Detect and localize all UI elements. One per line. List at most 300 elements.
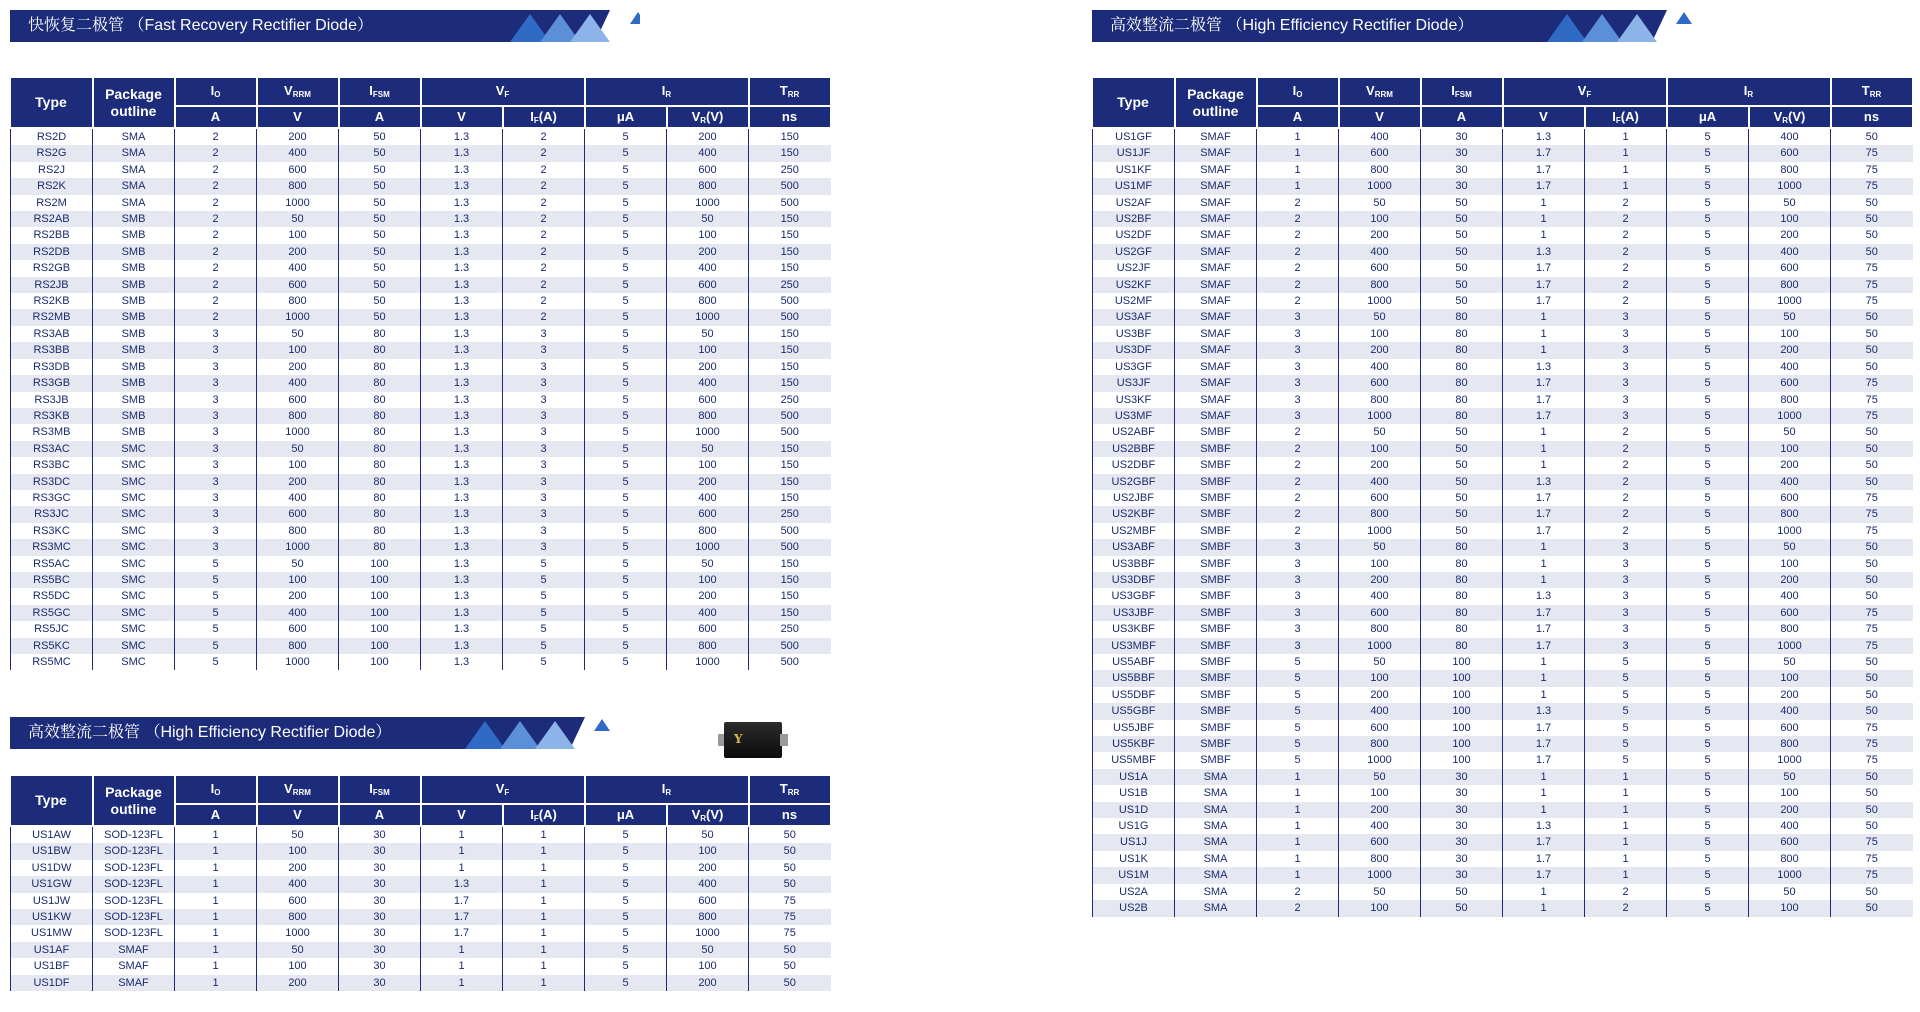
cell-vr: 400 (1749, 244, 1831, 260)
cell-package: SMBF (1175, 638, 1257, 654)
cell-ifsm: 50 (339, 145, 421, 161)
cell-ifsm: 100 (339, 621, 421, 637)
cell-vr: 50 (1749, 195, 1831, 211)
cell-vf: 1.3 (1503, 588, 1585, 604)
cell-ifsm: 50 (1421, 195, 1503, 211)
unit-u_vrrm-label: V (293, 108, 302, 124)
cell-trr: 150 (749, 375, 831, 391)
cell-if: 5 (503, 572, 585, 588)
cell-ifsm: 80 (339, 539, 421, 555)
unit-u_vf (421, 804, 503, 826)
cell-trr: 500 (749, 523, 831, 539)
cell-vrrm: 1000 (1339, 638, 1421, 654)
cell-vf: 1.7 (1503, 408, 1585, 424)
cell-vr: 600 (667, 277, 749, 293)
header-vf (421, 78, 585, 106)
cell-package: SMA (1175, 851, 1257, 867)
cell-if: 3 (1585, 309, 1667, 325)
cell-if: 2 (1585, 277, 1667, 293)
cell-vrrm: 200 (257, 588, 339, 604)
cell-ir: 5 (1667, 588, 1749, 604)
cell-if: 5 (1585, 720, 1667, 736)
cell-vf: 1.7 (421, 909, 503, 925)
cell-vf: 1.7 (1503, 523, 1585, 539)
cell-part-number: RS3JB (11, 392, 93, 408)
cell-ifsm: 50 (1421, 884, 1503, 900)
unit-u_io (175, 804, 257, 826)
cell-ifsm: 80 (339, 506, 421, 522)
cell-vrrm: 100 (1339, 556, 1421, 572)
cell-ifsm: 100 (1421, 752, 1503, 768)
cell-part-number: US1KW (11, 909, 93, 925)
cell-io: 1 (1257, 145, 1339, 161)
cell-vrrm: 400 (257, 490, 339, 506)
cell-package: SMA (1175, 785, 1257, 801)
cell-io: 3 (175, 457, 257, 473)
cell-vf: 1.7 (421, 925, 503, 941)
cell-package: SMBF (1175, 441, 1257, 457)
cell-vf: 1 (1503, 539, 1585, 555)
cell-vrrm: 100 (1339, 900, 1421, 916)
cell-if: 2 (1585, 457, 1667, 473)
cell-ifsm: 50 (339, 260, 421, 276)
cell-vf: 1.3 (421, 621, 503, 637)
cell-part-number: RS2DB (11, 244, 93, 260)
cell-ifsm: 50 (1421, 441, 1503, 457)
cell-ir: 5 (1667, 884, 1749, 900)
cell-if: 2 (503, 227, 585, 243)
table-row (11, 178, 831, 194)
cell-trr: 500 (749, 654, 831, 670)
table-body (11, 128, 831, 670)
cell-io: 1 (175, 826, 257, 843)
cell-vr: 50 (1749, 769, 1831, 785)
unit-u_vr-subscript: R (700, 115, 707, 125)
cell-package: SMA (93, 145, 175, 161)
cell-if: 1 (1585, 785, 1667, 801)
cell-if: 1 (503, 826, 585, 843)
cell-vrrm: 600 (257, 893, 339, 909)
cell-ir: 5 (1667, 309, 1749, 325)
cell-io: 3 (175, 490, 257, 506)
cell-vf: 1 (1503, 670, 1585, 686)
cell-vf: 1.3 (421, 474, 503, 490)
cell-vr: 600 (1749, 490, 1831, 506)
unit-u_trr (749, 106, 831, 128)
cell-trr: 50 (749, 958, 831, 974)
cell-vr: 800 (667, 909, 749, 925)
cell-vf: 1.3 (1503, 244, 1585, 260)
cell-vr: 1000 (667, 654, 749, 670)
cell-vrrm: 100 (1339, 211, 1421, 227)
unit-u_ifsm (339, 106, 421, 128)
cell-ir: 5 (1667, 670, 1749, 686)
cell-package: SMAF (1175, 342, 1257, 358)
cell-if: 1 (503, 958, 585, 974)
table-row (1093, 523, 1913, 539)
cell-trr: 50 (1831, 244, 1913, 260)
header-io-symbol: I (210, 83, 215, 99)
header-type (11, 78, 93, 128)
cell-vf: 1 (1503, 687, 1585, 703)
table-row (11, 654, 831, 670)
cell-package: SMA (93, 195, 175, 211)
cell-trr: 75 (1831, 277, 1913, 293)
cell-part-number: US3GBF (1093, 588, 1175, 604)
cell-trr: 500 (749, 408, 831, 424)
cell-trr: 50 (749, 826, 831, 843)
cell-ir: 5 (1667, 227, 1749, 243)
cell-ifsm: 30 (339, 860, 421, 876)
cell-part-number: US1AW (11, 826, 93, 843)
cell-ir: 5 (585, 474, 667, 490)
cell-ifsm: 80 (1421, 309, 1503, 325)
cell-part-number: RS2AB (11, 211, 93, 227)
cell-vf: 1.3 (421, 128, 503, 145)
cell-part-number: US2AF (1093, 195, 1175, 211)
header-ifsm-symbol: I (1451, 83, 1455, 99)
cell-io: 2 (1257, 900, 1339, 916)
cell-package: SMAF (1175, 277, 1257, 293)
cell-ifsm: 80 (339, 359, 421, 375)
cell-if: 1 (503, 942, 585, 958)
cell-ir: 5 (1667, 178, 1749, 194)
cell-part-number: US1JF (1093, 145, 1175, 161)
table-row (1093, 506, 1913, 522)
cell-part-number: US2B (1093, 900, 1175, 916)
cell-if: 1 (1585, 818, 1667, 834)
cell-vrrm: 800 (257, 523, 339, 539)
cell-package: SMA (93, 162, 175, 178)
cell-vf: 1 (1503, 900, 1585, 916)
table-row (1093, 392, 1913, 408)
table-row (11, 309, 831, 325)
cell-vf: 1.7 (1503, 277, 1585, 293)
cell-ir: 5 (585, 826, 667, 843)
cell-if: 2 (1585, 211, 1667, 227)
cell-io: 2 (175, 128, 257, 145)
cell-ifsm: 100 (339, 556, 421, 572)
cell-package: SMC (93, 523, 175, 539)
cell-vr: 1000 (667, 424, 749, 440)
unit-u_ifsm-label: A (374, 806, 385, 822)
cell-vr: 800 (667, 523, 749, 539)
cell-vf: 1 (1503, 572, 1585, 588)
cell-ifsm: 50 (1421, 260, 1503, 276)
unit-u_vr (1749, 106, 1831, 128)
cell-ir: 5 (585, 942, 667, 958)
unit-u_vr-label: V (691, 108, 701, 124)
cell-ir: 5 (585, 638, 667, 654)
cell-ir: 5 (1667, 342, 1749, 358)
cell-io: 3 (1257, 359, 1339, 375)
cell-ifsm: 50 (339, 277, 421, 293)
cell-vr: 100 (1749, 785, 1831, 801)
cell-ifsm: 50 (339, 293, 421, 309)
cell-trr: 50 (1831, 884, 1913, 900)
cell-vr: 1000 (1749, 523, 1831, 539)
cell-ifsm: 100 (339, 572, 421, 588)
cell-vrrm: 100 (257, 342, 339, 358)
cell-vr: 800 (1749, 277, 1831, 293)
header-type-label: Type (35, 94, 67, 111)
table-row (11, 441, 831, 457)
cell-ir: 5 (1667, 556, 1749, 572)
cell-vrrm: 200 (257, 359, 339, 375)
cell-ifsm: 80 (339, 441, 421, 457)
cell-ifsm: 30 (1421, 818, 1503, 834)
cell-vr: 1000 (667, 195, 749, 211)
table-row (1093, 687, 1913, 703)
cell-package: SMBF (1175, 424, 1257, 440)
cell-ifsm: 30 (1421, 802, 1503, 818)
cell-ir: 5 (585, 621, 667, 637)
cell-ifsm: 50 (339, 309, 421, 325)
cell-ir: 5 (1667, 834, 1749, 850)
cell-ir: 5 (585, 909, 667, 925)
cell-vr: 600 (1749, 834, 1831, 850)
cell-if: 3 (1585, 539, 1667, 555)
cell-vr: 100 (667, 843, 749, 859)
cell-vrrm: 200 (257, 860, 339, 876)
unit-u_vr (667, 804, 749, 826)
cell-ir: 5 (585, 244, 667, 260)
cell-ifsm: 50 (1421, 277, 1503, 293)
cell-part-number: RS2M (11, 195, 93, 211)
cell-vf: 1 (1503, 227, 1585, 243)
table-row (11, 638, 831, 654)
header-vrrm-symbol: V (1366, 83, 1375, 99)
table-row (1093, 293, 1913, 309)
cell-ifsm: 30 (1421, 178, 1503, 194)
cell-ir: 5 (1667, 293, 1749, 309)
cell-package: SMBF (1175, 572, 1257, 588)
table-row (11, 605, 831, 621)
header-ir (585, 78, 749, 106)
cell-io: 2 (1257, 457, 1339, 473)
cell-vr: 200 (667, 128, 749, 145)
cell-part-number: RS3DC (11, 474, 93, 490)
cell-vr: 1000 (667, 925, 749, 941)
header-type (1093, 78, 1175, 128)
cell-vrrm: 400 (1339, 818, 1421, 834)
table-row (11, 621, 831, 637)
cell-trr: 75 (1831, 408, 1913, 424)
cell-trr: 75 (1831, 752, 1913, 768)
cell-vrrm: 600 (1339, 375, 1421, 391)
cell-io: 5 (175, 654, 257, 670)
cell-trr: 150 (749, 605, 831, 621)
cell-io: 2 (175, 244, 257, 260)
cell-io: 5 (1257, 736, 1339, 752)
unit-u_ir (1667, 106, 1749, 128)
cell-package: SMBF (1175, 670, 1257, 686)
cell-package: SMBF (1175, 720, 1257, 736)
cell-trr: 50 (1831, 900, 1913, 916)
cell-io: 3 (1257, 375, 1339, 391)
cell-ir: 5 (585, 556, 667, 572)
cell-io: 2 (175, 178, 257, 194)
cell-vr: 200 (667, 860, 749, 876)
cell-ifsm: 100 (1421, 670, 1503, 686)
table-row (1093, 588, 1913, 604)
cell-vf: 1.3 (421, 490, 503, 506)
diode-chip-image (718, 722, 788, 758)
cell-if: 5 (503, 605, 585, 621)
table-row (1093, 572, 1913, 588)
unit-u_io (175, 106, 257, 128)
cell-ifsm: 100 (1421, 654, 1503, 670)
cell-package: SMC (93, 588, 175, 604)
cell-if: 3 (503, 441, 585, 457)
cell-vr: 600 (667, 392, 749, 408)
cell-if: 5 (1585, 736, 1667, 752)
cell-if: 2 (503, 293, 585, 309)
cell-vf: 1 (1503, 326, 1585, 342)
cell-package: SMB (93, 244, 175, 260)
cell-if: 1 (1585, 834, 1667, 850)
cell-vr: 100 (667, 342, 749, 358)
cell-ifsm: 30 (1421, 162, 1503, 178)
cell-vf: 1.7 (1503, 375, 1585, 391)
cell-vf: 1.7 (1503, 867, 1585, 883)
cell-io: 1 (1257, 867, 1339, 883)
cell-trr: 150 (749, 572, 831, 588)
cell-if: 1 (503, 909, 585, 925)
cell-ifsm: 100 (339, 654, 421, 670)
table-row (11, 893, 831, 909)
cell-vrrm: 100 (1339, 670, 1421, 686)
cell-trr: 50 (1831, 687, 1913, 703)
cell-vf: 1.7 (1503, 293, 1585, 309)
cell-trr: 75 (1831, 851, 1913, 867)
cell-ir: 5 (585, 539, 667, 555)
cell-package: SMB (93, 424, 175, 440)
spec-table (10, 78, 832, 670)
cell-vrrm: 400 (257, 876, 339, 892)
unit-u_vr-tail: (V) (706, 806, 724, 822)
table-body (1093, 128, 1913, 917)
spec-table (1092, 78, 1914, 917)
cell-vr: 600 (1749, 605, 1831, 621)
unit-u_vr-tail: (V) (1788, 108, 1806, 124)
cell-ifsm: 30 (339, 925, 421, 941)
cell-ifsm: 80 (1421, 359, 1503, 375)
cell-ir: 5 (585, 424, 667, 440)
cell-if: 3 (1585, 326, 1667, 342)
cell-vrrm: 50 (257, 556, 339, 572)
cell-io: 2 (175, 309, 257, 325)
cell-trr: 75 (1831, 293, 1913, 309)
cell-package: SMAF (1175, 359, 1257, 375)
cell-vr: 100 (1749, 211, 1831, 227)
cell-if: 2 (1585, 490, 1667, 506)
cell-part-number: RS2GB (11, 260, 93, 276)
cell-io: 2 (175, 277, 257, 293)
cell-io: 3 (1257, 588, 1339, 604)
cell-ir: 5 (1667, 736, 1749, 752)
cell-ir: 5 (1667, 162, 1749, 178)
section-banner-high-efficiency-right (1092, 10, 1692, 42)
cell-part-number: US1K (1093, 851, 1175, 867)
cell-vr: 800 (1749, 621, 1831, 637)
cell-part-number: US5JBF (1093, 720, 1175, 736)
cell-if: 1 (503, 975, 585, 991)
cell-part-number: US3KBF (1093, 621, 1175, 637)
unit-u_vr-subscript: R (700, 813, 707, 823)
unit-u_vrrm-label: V (1375, 108, 1384, 124)
cell-io: 3 (175, 326, 257, 342)
cell-if: 1 (503, 860, 585, 876)
cell-if: 3 (503, 392, 585, 408)
cell-vrrm: 50 (1339, 424, 1421, 440)
cell-trr: 50 (1831, 670, 1913, 686)
cell-part-number: RS5JC (11, 621, 93, 637)
cell-ir: 5 (585, 506, 667, 522)
cell-io: 2 (1257, 260, 1339, 276)
cell-if: 3 (1585, 556, 1667, 572)
table-row (11, 145, 831, 161)
cell-vr: 600 (667, 506, 749, 522)
cell-vf: 1.7 (1503, 621, 1585, 637)
header-trr (749, 776, 831, 804)
cell-ir: 5 (1667, 621, 1749, 637)
table-row (1093, 309, 1913, 325)
cell-package: SMAF (1175, 128, 1257, 145)
cell-package: SMAF (1175, 408, 1257, 424)
cell-vr: 1000 (1749, 638, 1831, 654)
cell-package: SOD-123FL (93, 826, 175, 843)
header-vf-symbol: V (495, 781, 505, 797)
header-type-label: Type (1117, 94, 1149, 111)
cell-io: 2 (175, 211, 257, 227)
cell-vr: 400 (1749, 359, 1831, 375)
cell-package: SMB (93, 326, 175, 342)
table-row (11, 909, 831, 925)
header-io-symbol: I (210, 781, 215, 797)
cell-if: 5 (1585, 654, 1667, 670)
cell-if: 2 (503, 260, 585, 276)
cell-vr: 200 (1749, 572, 1831, 588)
cell-trr: 150 (749, 260, 831, 276)
cell-vrrm: 1000 (257, 654, 339, 670)
cell-part-number: US2BBF (1093, 441, 1175, 457)
cell-ifsm: 30 (1421, 145, 1503, 161)
cell-io: 3 (1257, 392, 1339, 408)
header-vrrm-subscript: RRM (1374, 90, 1393, 100)
section-title: 快恢复二极管 （Fast Recovery Rectifier Diode） (28, 17, 373, 34)
cell-package: SMAF (93, 958, 175, 974)
cell-io: 3 (175, 342, 257, 358)
cell-io: 2 (1257, 424, 1339, 440)
cell-if: 3 (503, 506, 585, 522)
table-row (1093, 851, 1913, 867)
cell-vrrm: 100 (1339, 326, 1421, 342)
header-ir-symbol: I (661, 83, 666, 99)
cell-if: 2 (1585, 293, 1667, 309)
cell-part-number: RS3AC (11, 441, 93, 457)
cell-ifsm: 80 (339, 523, 421, 539)
header-package (1175, 78, 1257, 128)
cell-trr: 500 (749, 638, 831, 654)
header-vf (1503, 78, 1667, 106)
cell-vr: 200 (1749, 227, 1831, 243)
table-row (11, 539, 831, 555)
cell-ifsm: 80 (1421, 556, 1503, 572)
cell-part-number: US3MF (1093, 408, 1175, 424)
cell-ifsm: 50 (1421, 293, 1503, 309)
cell-package: SOD-123FL (93, 893, 175, 909)
